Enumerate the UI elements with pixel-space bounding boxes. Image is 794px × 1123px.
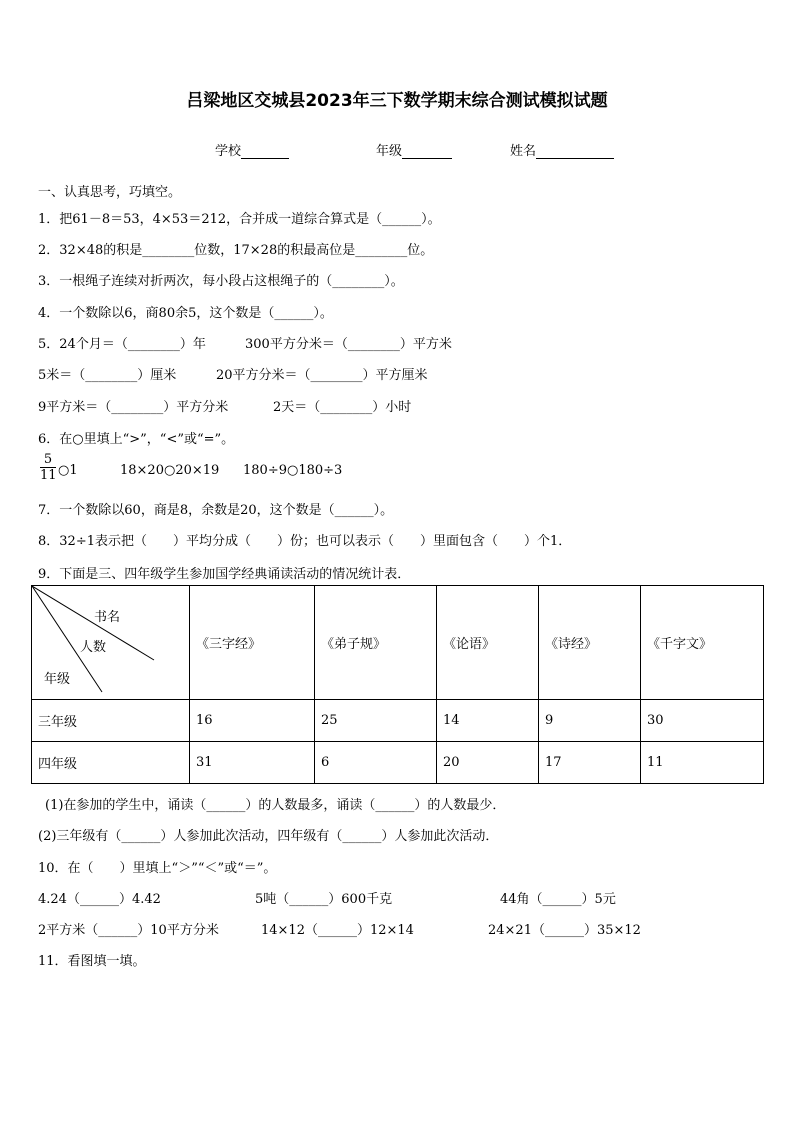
question-6a: ○1 (58, 463, 78, 478)
question-10c: 44角（______）5元 (500, 892, 616, 907)
table-corner-cell (32, 586, 190, 700)
question-6c: 180÷9○180÷3 (243, 463, 343, 478)
fraction-five-elevenths (40, 452, 56, 484)
question-7: 7．一个数除以60，商是8，余数是20，这个数是（______）。 (38, 503, 394, 518)
table-row (32, 700, 764, 742)
school-label: 学校 (215, 144, 242, 159)
question-4: 4．一个数除以6，商80余5，这个数是（______）。 (38, 306, 333, 321)
school-field (215, 140, 289, 159)
fraction-denominator: 11 (40, 468, 57, 483)
question-11: 11．看图填一填。 (38, 954, 146, 969)
table-header: 《论语》 (437, 586, 539, 700)
table-cell: 9 (539, 700, 641, 742)
table-header: 《诗经》 (539, 586, 641, 700)
question-5f: 2天＝（________）小时 (273, 400, 412, 415)
question-2: 2．32×48的积是________位数，17×28的积最高位是________位。 (38, 243, 434, 258)
grade-field (376, 140, 452, 159)
question-8: 8．32÷1表示把（ ）平均分成（ ）份；也可以表示（ ）里面包含（ ）个1． (38, 534, 572, 549)
question-5d: 20平方分米＝（________）平方厘米 (216, 368, 428, 383)
table-cell: 30 (641, 700, 764, 742)
question-3: 3．一根绳子连续对折两次，每小段占这根绳子的（________）。 (38, 274, 404, 289)
question-5c: 5米＝（________）厘米 (38, 368, 177, 383)
name-label: 姓名 (510, 144, 537, 159)
table-cell: 17 (539, 742, 641, 784)
table-cell: 16 (190, 700, 315, 742)
section-heading: 一、认真思考，巧填空。 (38, 185, 182, 200)
table-cell: 20 (437, 742, 539, 784)
table-cell: 31 (190, 742, 315, 784)
row-label: 三年级 (32, 700, 190, 742)
corner-label-grade: 年级 (44, 672, 71, 687)
question-10d: 2平方米（______）10平方分米 (38, 923, 219, 938)
question-10a: 4.24（______）4.42 (38, 892, 161, 907)
table-header-row (32, 586, 764, 700)
question-6: 6．在○里填上“>”，“<”或“=”。 (38, 432, 235, 447)
question-5a: 5．24个月＝（________）年 (38, 337, 206, 352)
question-6b: 18×20○20×19 (120, 463, 220, 478)
grade-blank[interactable] (402, 144, 452, 159)
table-cell: 6 (315, 742, 437, 784)
grade-label: 年级 (376, 144, 403, 159)
table-header: 《千字文》 (641, 586, 764, 700)
name-blank[interactable] (536, 144, 614, 159)
table-cell: 11 (641, 742, 764, 784)
table-cell: 25 (315, 700, 437, 742)
corner-label-people: 人数 (80, 640, 107, 655)
question-9-part-1: (1)在参加的学生中，诵读（______）的人数最多，诵读（______）的人数最少． (45, 798, 506, 813)
name-field (510, 140, 614, 159)
table-header: 《三字经》 (190, 586, 315, 700)
question-9-part-2: (2)三年级有（______）人参加此次活动，四年级有（______）人参加此次活动． (38, 829, 499, 844)
question-1: 1．把61－8＝53，4×53＝212，合并成一道综合算式是（______）。 (38, 212, 441, 227)
reading-stats-table (31, 585, 764, 784)
school-blank[interactable] (241, 144, 289, 159)
question-10f: 24×21（______）35×12 (488, 923, 641, 938)
question-5e: 9平方米＝（________）平方分米 (38, 400, 229, 415)
question-10e: 14×12（______）12×14 (261, 923, 414, 938)
question-10: 10．在（ ）里填上“＞”“＜”或“＝”。 (38, 861, 277, 876)
fraction-numerator: 5 (40, 452, 56, 468)
table-header: 《弟子规》 (315, 586, 437, 700)
page-title: 吕梁地区交城县2023年三下数学期末综合测试模拟试题 (186, 91, 608, 111)
question-10b: 5吨（______）600千克 (255, 892, 393, 907)
question-9: 9．下面是三、四年级学生参加国学经典诵读活动的情况统计表． (38, 567, 411, 582)
table-row (32, 742, 764, 784)
table-cell: 14 (437, 700, 539, 742)
corner-label-book: 书名 (94, 610, 121, 625)
row-label: 四年级 (32, 742, 190, 784)
question-5b: 300平方分米＝（________）平方米 (245, 337, 452, 352)
